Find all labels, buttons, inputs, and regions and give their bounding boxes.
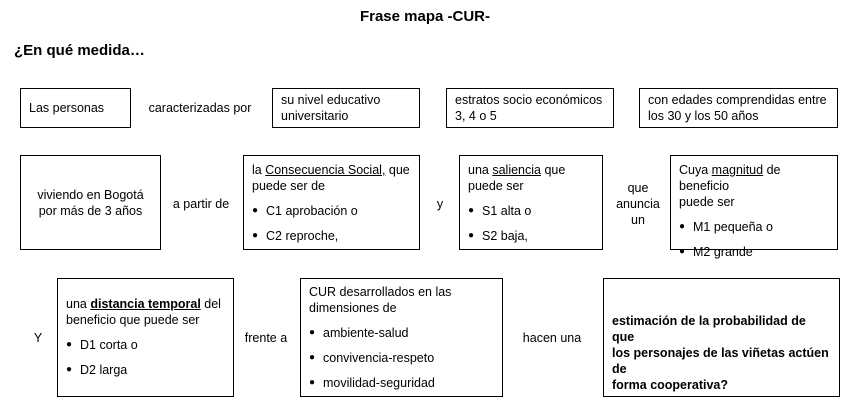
- connector-que-anuncia-un: [610, 180, 666, 228]
- box-line: viviendo en Bogotá: [37, 187, 144, 202]
- box-viviendo-bogota: [20, 155, 161, 250]
- list-item: ● S2 baja,: [468, 228, 594, 244]
- box-line: puede ser de: [252, 179, 325, 193]
- box-line: su nivel educativo: [281, 93, 381, 107]
- box-line: beneficio que puede ser: [66, 313, 200, 327]
- list-item: ● movilidad-seguridad: [309, 375, 494, 391]
- text-underlined: magnitud: [711, 163, 764, 177]
- list-item: ● C2 reproche,: [252, 228, 411, 244]
- box-las-personas: [20, 88, 131, 128]
- page-title: Frase mapa -CUR-: [359, 8, 491, 25]
- box-line: los 30 y los 50 años: [648, 109, 759, 123]
- connector-frente-a: frente a: [244, 331, 288, 345]
- box-line: CUR desarrollados en las: [309, 285, 452, 299]
- connector-line: un: [631, 213, 645, 227]
- list-item: ● D1 corta o: [66, 337, 225, 353]
- box-line: estratos socio económicos: [455, 93, 603, 107]
- box-line: dimensiones de: [309, 301, 397, 315]
- box-estratos: [446, 88, 614, 128]
- box-line: puede ser: [679, 195, 735, 209]
- text-pre: Cuya: [679, 163, 712, 177]
- box-consecuencia-social: [243, 155, 420, 250]
- question-heading: ¿En qué medida…: [14, 42, 145, 59]
- text-pre: la: [252, 163, 266, 177]
- list-item: ● C1 aprobación o: [252, 203, 411, 219]
- box-edades: [639, 88, 838, 128]
- connector-line: que: [627, 181, 649, 195]
- connector-caracterizadas-por: caracterizadas por: [148, 101, 252, 115]
- box-line: universitario: [281, 109, 349, 123]
- text-pre: una: [66, 297, 91, 311]
- text-post: que: [540, 163, 566, 177]
- box-cur-dimensiones: [300, 278, 503, 397]
- box-line: estimación de la probabilidad de que: [612, 314, 806, 344]
- list-item: ● convivencia-respeto: [309, 350, 494, 366]
- text-pre: una: [468, 163, 493, 177]
- box-saliencia: [459, 155, 603, 250]
- text-post: del: [200, 297, 221, 311]
- box-magnitud: [670, 155, 838, 259]
- connector-a-partir-de: a partir de: [172, 197, 230, 211]
- box-distancia-temporal: [57, 278, 234, 397]
- list-item: ● M1 pequeña o: [679, 219, 829, 235]
- list-item: ● D2 larga: [66, 362, 225, 378]
- text-post: que: [385, 163, 410, 177]
- box-text: Las personas: [29, 101, 105, 115]
- connector-y: y: [436, 197, 444, 211]
- list-item: ● ambiente-salud: [309, 325, 494, 341]
- box-nivel-educativo: [272, 88, 420, 128]
- text-underlined: distancia temporal: [90, 297, 201, 311]
- text-underlined: saliencia: [492, 163, 541, 177]
- text-underlined: Consecuencia Social,: [265, 163, 386, 177]
- box-line: 3, 4 o 5: [455, 109, 497, 123]
- box-estimacion: [603, 278, 840, 397]
- list-item: ● S1 alta o: [468, 203, 594, 219]
- box-line: puede ser: [468, 179, 524, 193]
- text-post: de beneficio: [679, 163, 781, 193]
- connector-Y: Y: [33, 331, 43, 345]
- box-line: con edades comprendidas entre: [648, 93, 827, 107]
- connector-hacen-una: hacen una: [522, 331, 582, 345]
- box-line: los personajes de las viñetas actúen de: [612, 346, 829, 376]
- connector-line: anuncia: [616, 197, 660, 211]
- list-item: ● M2 grande: [679, 244, 829, 260]
- box-line: por más de 3 años: [38, 203, 143, 218]
- box-line: forma cooperativa?: [612, 378, 729, 392]
